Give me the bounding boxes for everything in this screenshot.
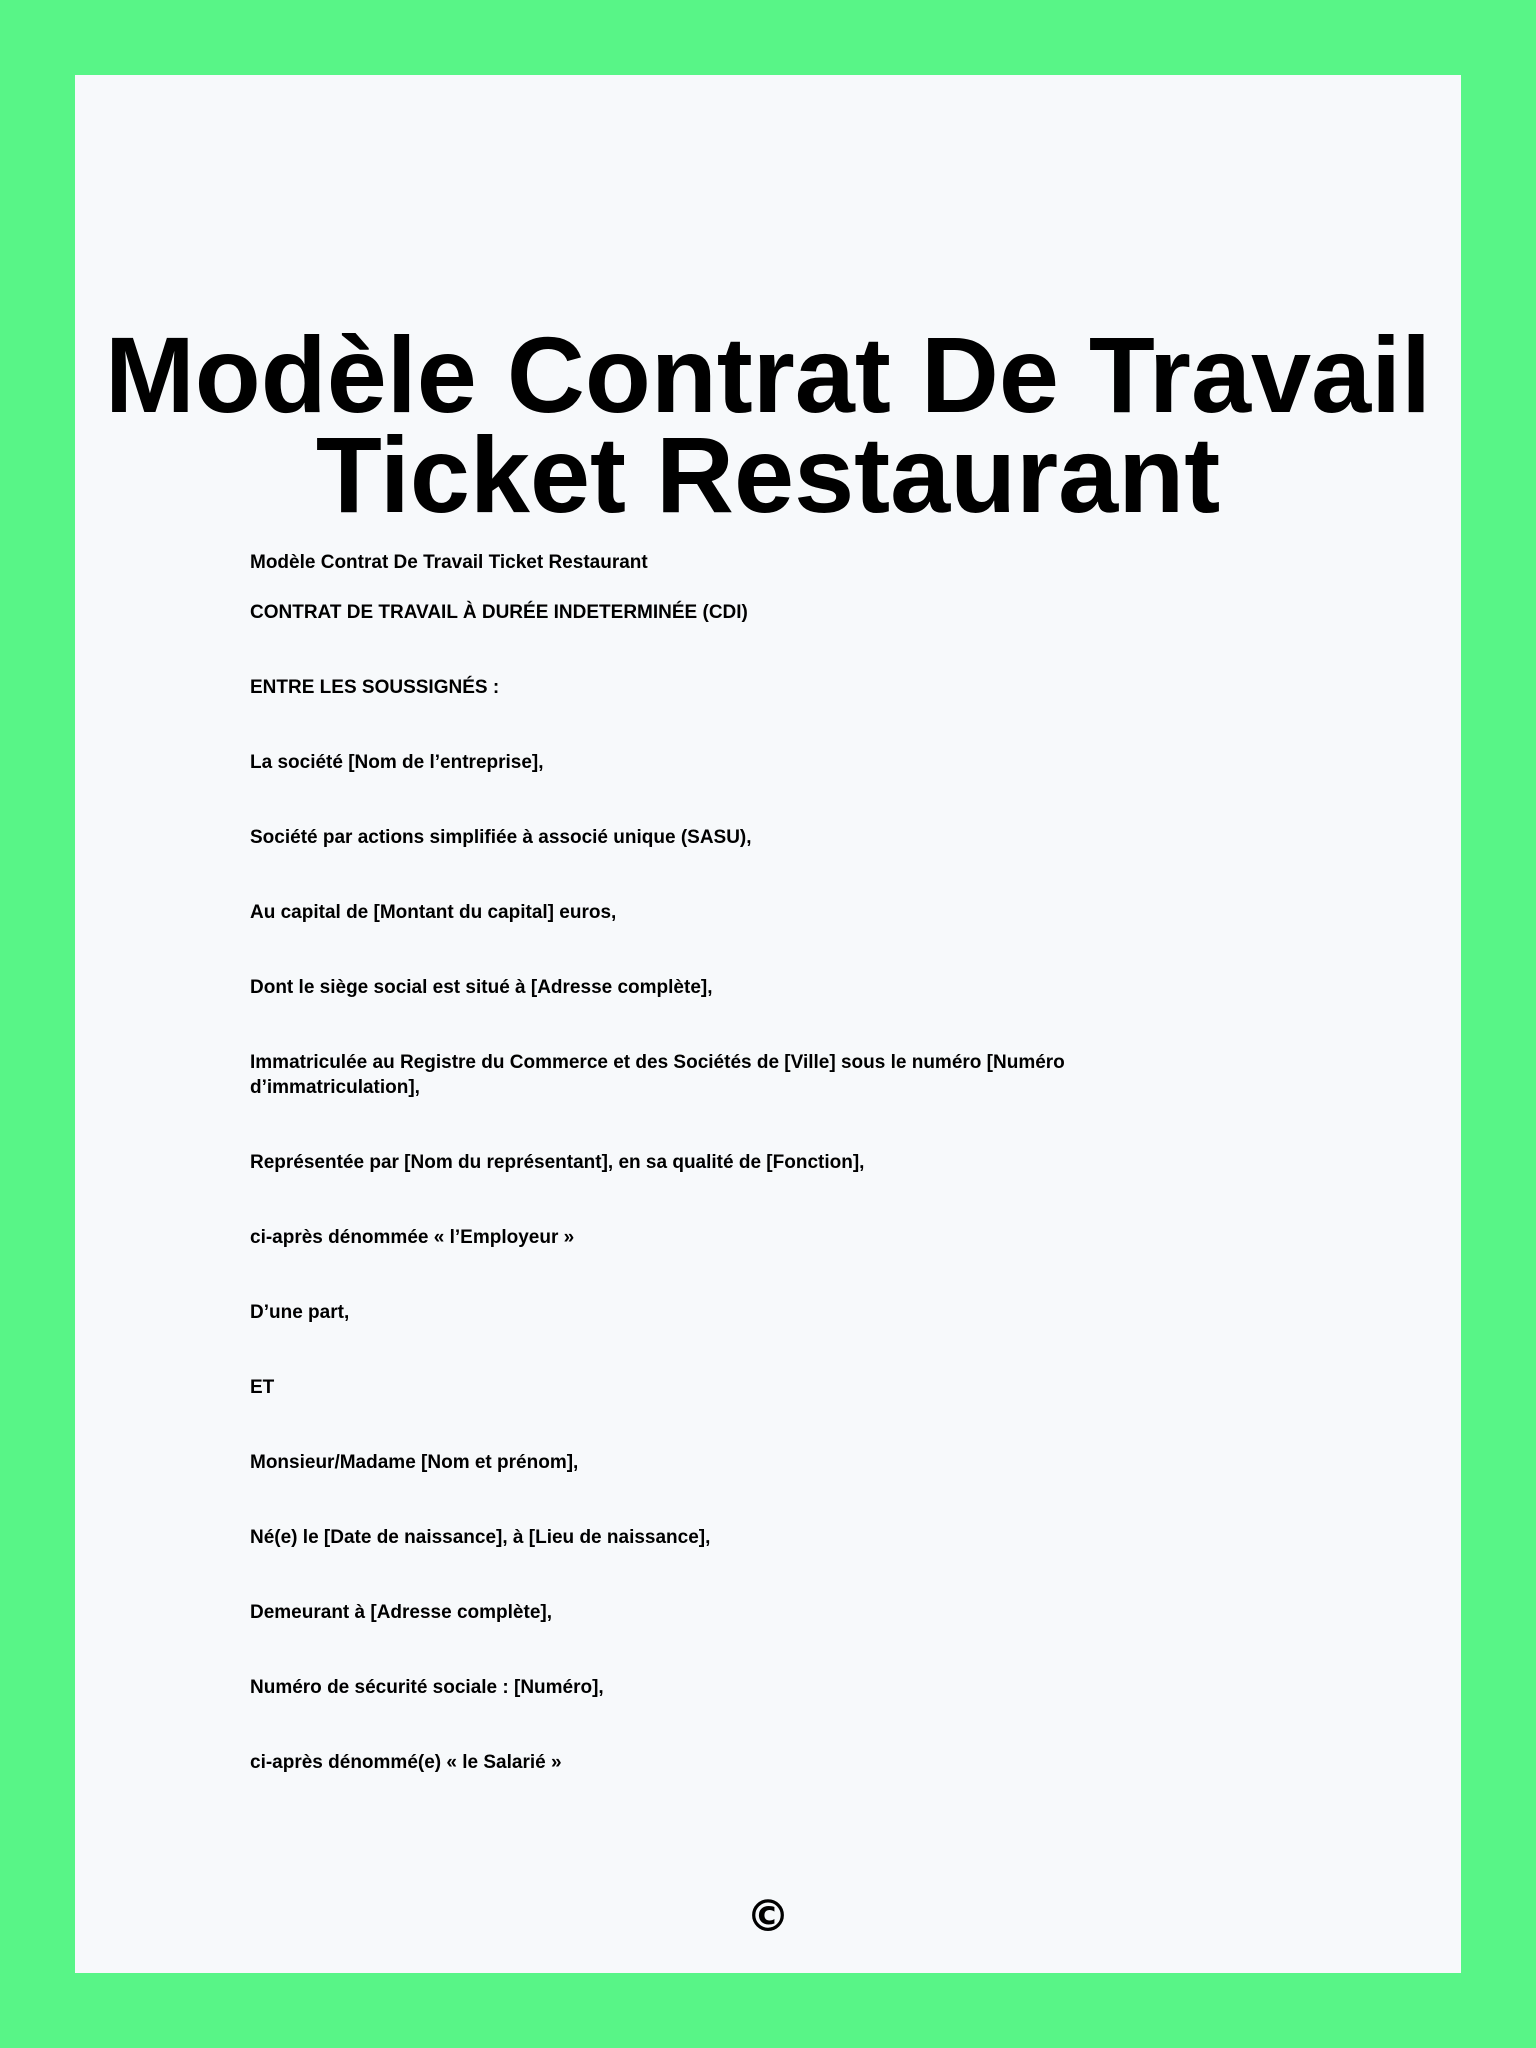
document-page xyxy=(75,75,1461,1973)
paragraph-birth: Né(e) le [Date de naissance], à [Lieu de naissance], xyxy=(250,1527,711,1548)
paragraph-employee-designation: ci-après dénommé(e) « le Salarié » xyxy=(250,1752,562,1773)
paragraph-employer-designation: ci-après dénommée « l’Employeur » xyxy=(250,1227,575,1248)
paragraph-employee-name: Monsieur/Madame [Nom et prénom], xyxy=(250,1452,579,1473)
paragraph-representative: Représentée par [Nom du représentant], en sa qualité de [Fonction], xyxy=(250,1152,865,1173)
paragraph-first-party: D’une part, xyxy=(250,1302,350,1323)
title-line-1: Modèle Contrat De Travail xyxy=(104,314,1432,435)
paragraph-and: ET xyxy=(250,1377,275,1398)
paragraph-head-office: Dont le siège social est situé à [Adresse complète], xyxy=(250,977,713,998)
paragraph-contract-type: CONTRAT DE TRAVAIL À DURÉE INDETERMINÉE (CDI) xyxy=(250,602,748,623)
paragraph-residence: Demeurant à [Adresse complète], xyxy=(250,1602,552,1623)
paragraph-capital: Au capital de [Montant du capital] euros, xyxy=(250,902,617,923)
document-body xyxy=(250,550,1200,1775)
paragraph-social-security: Numéro de sécurité sociale : [Numéro], xyxy=(250,1677,604,1698)
paragraph-doc-heading: Modèle Contrat De Travail Ticket Restaurant xyxy=(250,552,648,573)
copyright-icon: © xyxy=(746,1891,790,1942)
paragraph-between-parties: ENTRE LES SOUSSIGNÉS : xyxy=(250,677,500,698)
paragraph-company-form: Société par actions simplifiée à associé unique (SASU), xyxy=(250,827,752,848)
paragraph-registration: Immatriculée au Registre du Commerce et des Sociétés de [Ville] sous le numéro [Numéro d’immatriculation], xyxy=(250,1052,1065,1098)
paragraph-company-name: La société [Nom de l’entreprise], xyxy=(250,752,544,773)
title-line-2: Ticket Restaurant xyxy=(315,414,1221,535)
document-title xyxy=(75,314,1461,535)
